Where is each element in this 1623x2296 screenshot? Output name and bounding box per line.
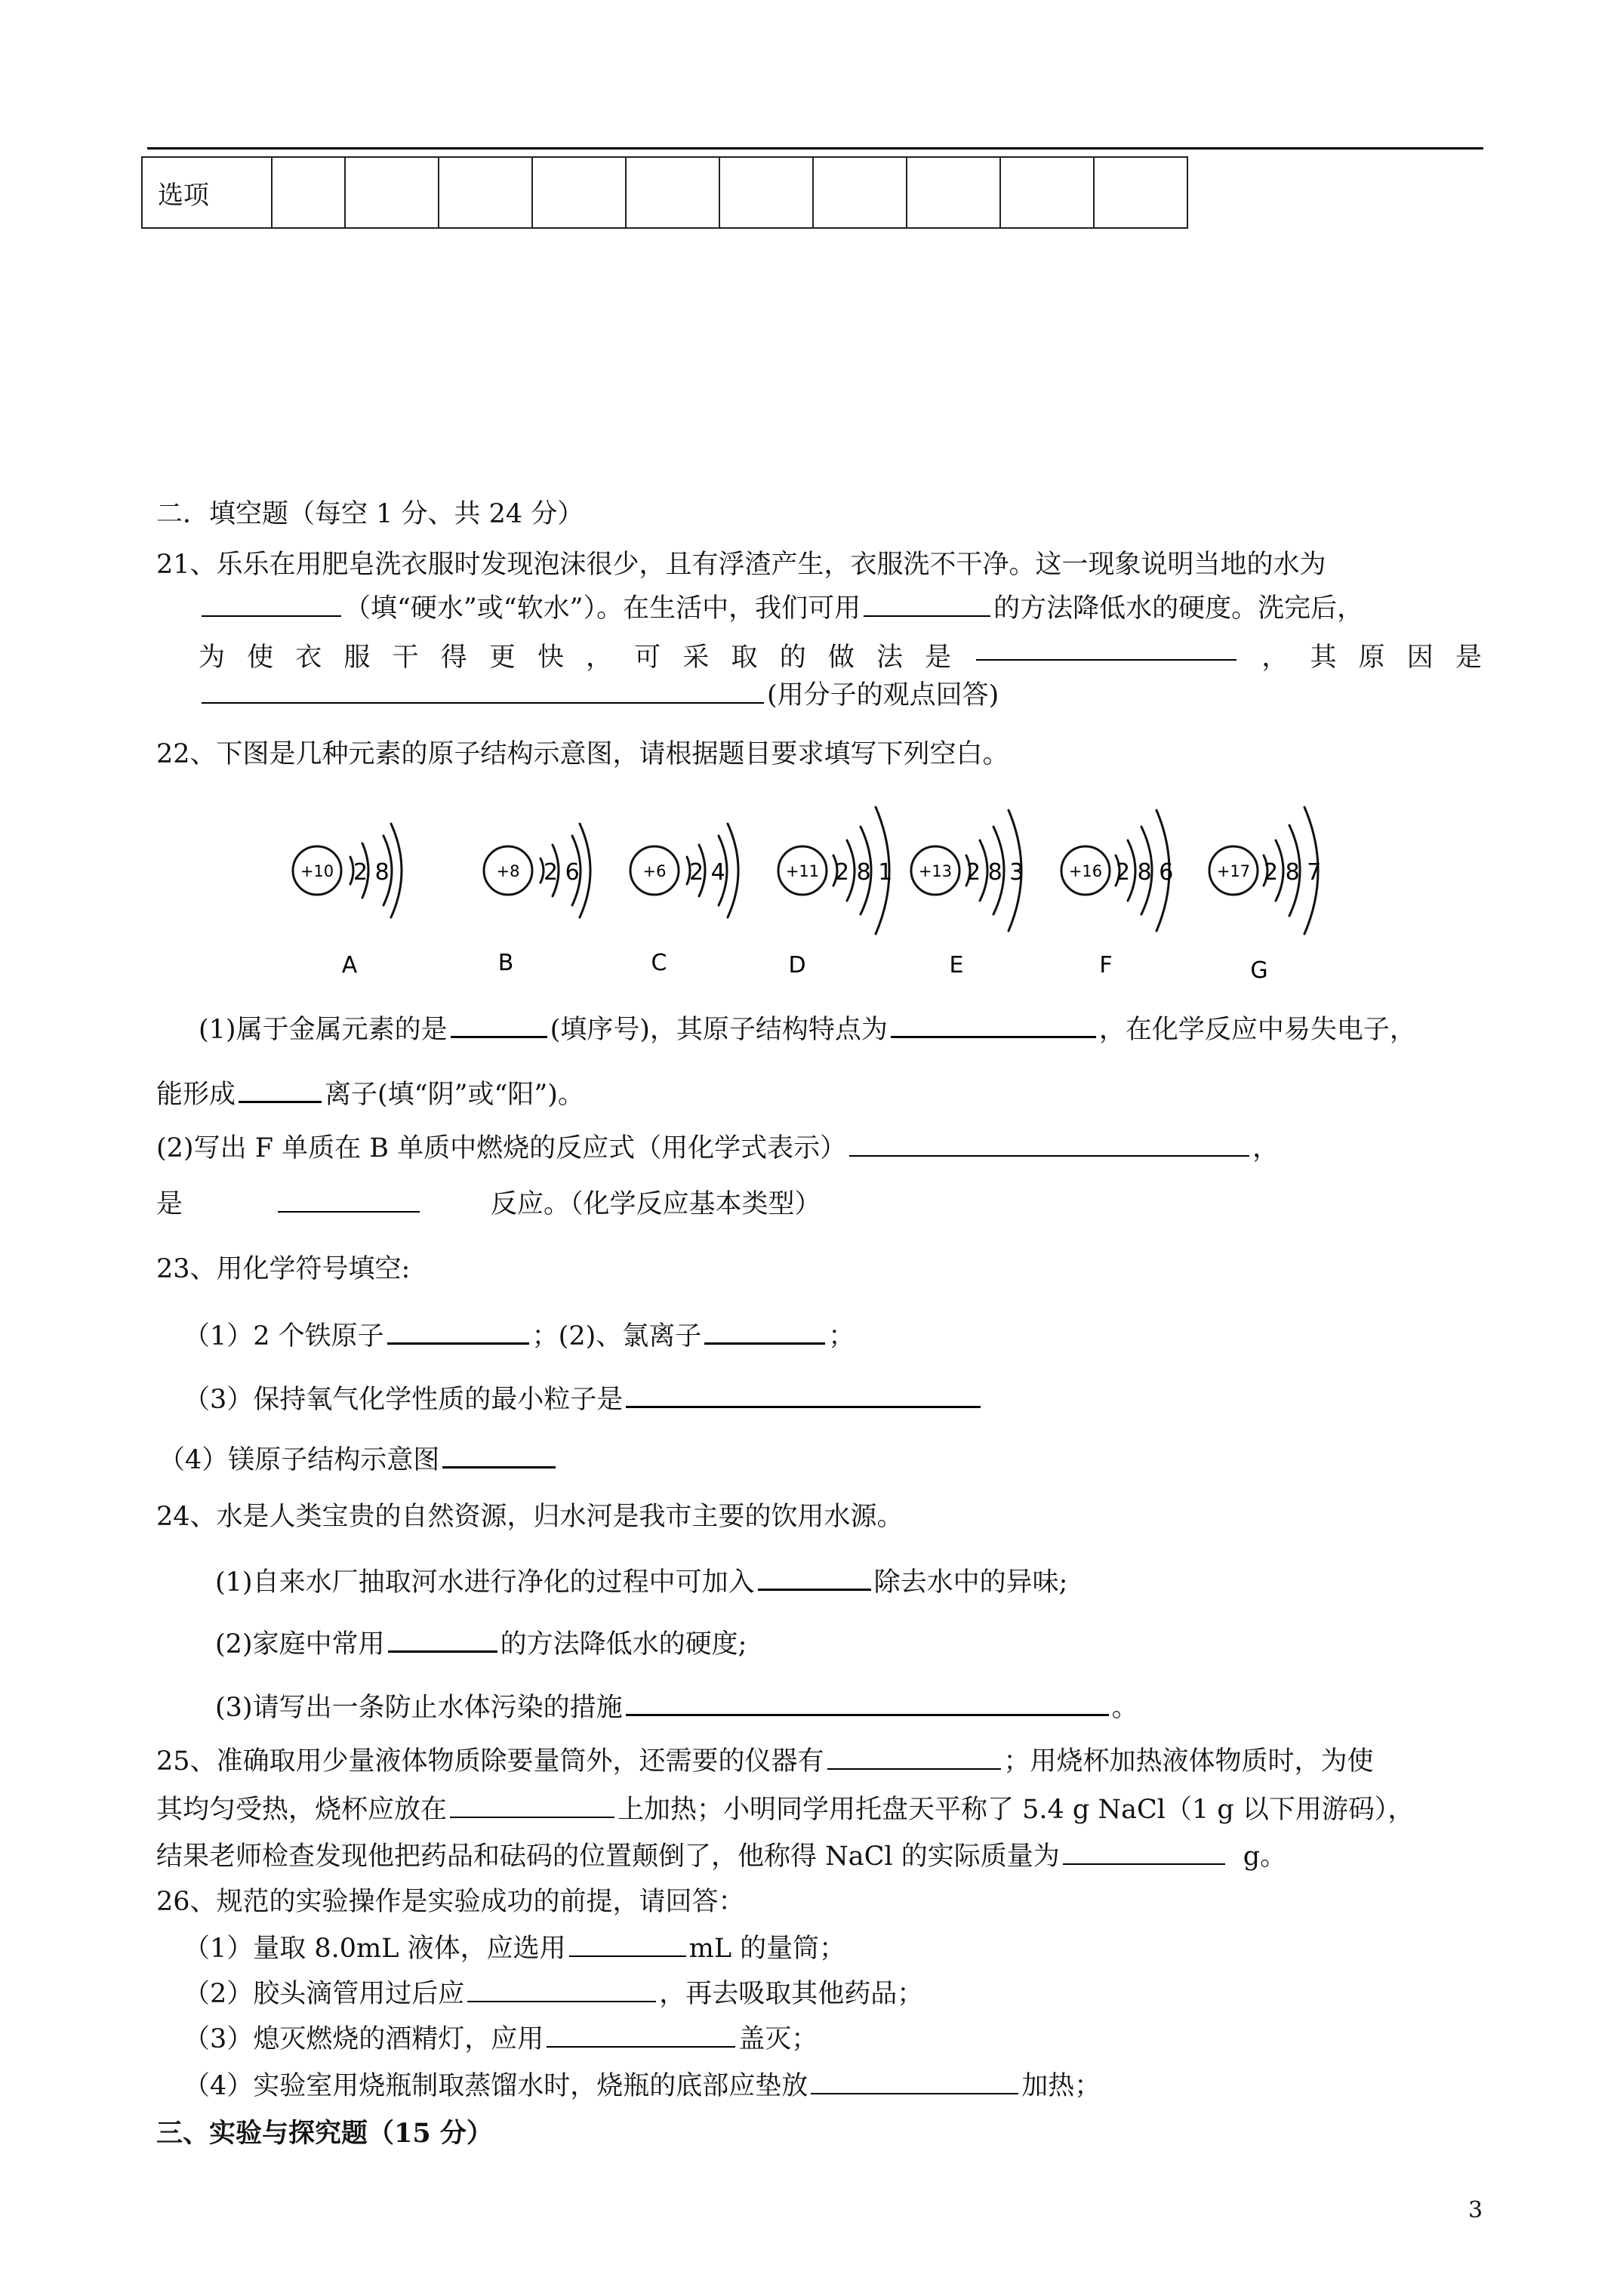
atom-d-label: D [788,952,806,978]
answer-table-label: 选项 [142,157,272,228]
q25-blank-instrument[interactable] [827,1746,1001,1770]
q21-blank-drying-method[interactable] [976,636,1236,661]
atom-structure-diagrams [279,797,1351,985]
atom-f-nucleus: +16 [1068,862,1103,880]
answer-cell[interactable] [626,157,719,228]
q23-blank-chloride-ion[interactable] [704,1320,825,1345]
atom-c-shells: 2 4 [689,859,725,886]
atom-e-shells: 2 8 3 [966,859,1024,886]
answer-table [141,156,1188,229]
atom-a-nucleus: +10 [300,862,334,880]
q26-blank-dropper-action[interactable] [467,1978,656,2002]
q24-blank-odor-removal[interactable] [758,1566,871,1591]
q25-line2: 其均匀受热，烧杯应放在 上加热；小明同学用托盘天平称了 5.4 g NaCl（1 g 以下用游码）， [156,1795,1415,1825]
atom-d-nucleus: +11 [785,862,820,880]
q26-blank-cylinder-size[interactable] [569,1933,686,1957]
q24-part1: (1)自来水厂抽取河水进行净化的过程中可加入 除去水中的异味; [215,1567,1068,1598]
q22-blank-metal-elements[interactable] [451,1013,547,1038]
atom-a-label: A [341,952,358,978]
q22-part1-line1: (1)属于金属元素的是 (填序号)，其原子结构特点为 ，在化学反应中易失电子， [199,1015,1416,1045]
q26-blank-extinguish-tool[interactable] [547,2023,735,2048]
q23-part3: （3）保持氧气化学性质的最小粒子是 [183,1383,984,1416]
atom-b-nucleus: +8 [496,862,520,880]
q21-blank-softening-method[interactable] [864,593,990,617]
q26-part3: （3）熄灭燃烧的酒精灯，应用 盖灭； [183,2024,818,2054]
answer-cell[interactable] [719,157,813,228]
q25-line3: 结果老师检查发现他把药品和砝码的位置颠倒了，他称得 NaCl 的实际质量为 g。 [156,1841,1287,1872]
atom-b-label: B [497,950,514,976]
header-rule [147,147,1483,149]
answer-cell[interactable] [532,157,626,228]
q24-blank-pollution-measure[interactable] [626,1691,1109,1716]
q22-intro: 22、下图是几种元素的原子结构示意图，请根据题目要求填写下列空白。 [156,739,1009,769]
atom-e-label: E [949,952,964,978]
answer-cell[interactable] [1094,157,1187,228]
q22-blank-reaction-type[interactable] [278,1188,420,1213]
q21-blank-water-type[interactable] [202,593,341,617]
q21-line1: 21、乐乐在用肥皂洗衣服时发现泡沫很少，且有浮渣产生，衣服洗不干净。这一现象说明当地的水为 [156,550,1326,580]
page-number: 3 [1468,2197,1483,2224]
q22-part1-line2: 能形成 离子(填“阴”或“阳”)。 [156,1080,584,1110]
q23-blank-iron-atoms[interactable] [387,1320,529,1345]
atom-b-shells: 2 6 [544,859,580,886]
atom-d-shells: 2 8 1 [835,859,893,886]
answer-cell[interactable] [272,157,345,228]
q23-intro: 23、用化学符号填空: [156,1254,411,1284]
answer-cell[interactable] [907,157,1000,228]
answer-cell[interactable] [813,157,907,228]
q24-blank-home-softening[interactable] [388,1628,497,1653]
answer-cell[interactable] [1000,157,1094,228]
atom-g-nucleus: +17 [1216,862,1251,880]
q22-blank-structure-feature[interactable] [891,1013,1096,1038]
q26-part1: （1）量取 8.0mL 液体，应选用 mL 的量筒； [183,1934,846,1964]
q25-blank-heating-surface[interactable] [450,1794,614,1818]
atom-c-nucleus: +6 [642,862,667,880]
atom-e-nucleus: +13 [918,862,953,880]
q23-blank-magnesium-diagram[interactable] [442,1444,556,1469]
q22-blank-ion-type[interactable] [239,1078,322,1103]
q25-blank-actual-mass[interactable] [1063,1841,1225,1865]
q24-intro: 24、水是人类宝贵的自然资源，归水河是我市主要的饮用水源。 [156,1502,904,1532]
q24-part3: (3)请写出一条防止水体污染的措施 。 [215,1693,1138,1723]
q22-blank-reaction-equation[interactable] [849,1133,1249,1157]
atom-a-shells: 2 8 [353,859,390,886]
q24-part2: (2)家庭中常用 的方法降低水的硬度; [215,1629,747,1660]
answer-cell[interactable] [345,157,439,228]
answer-cell[interactable] [439,157,532,228]
q23-part4: （4）镁原子结构示意图 [159,1444,559,1476]
q26-part4: （4）实验室用烧瓶制取蒸馏水时，烧瓶的底部应垫放 加热； [183,2071,1101,2101]
section3-title: 三、实验与探究题（15 分） [156,2118,493,2149]
q22-part2-line1: (2)写出 F 单质在 B 单质中燃烧的反应式（用化学式表示） ， [156,1133,1280,1163]
q21-line2: （填“硬水”或“软水”）。在生活中，我们可用 的方法降低水的硬度。洗完后， [199,593,1363,624]
q26-blank-flask-pad[interactable] [811,2070,1018,2094]
q22-part2-line2: 是 反应。（化学反应基本类型） [156,1189,821,1219]
q23-blank-oxygen-particle[interactable] [626,1383,981,1408]
q21-line4: (用分子的观点回答) [199,680,999,711]
atom-f-label: F [1099,952,1113,978]
q26-intro: 26、规范的实验操作是实验成功的前提，请回答： [156,1887,745,1917]
atom-f-shells: 2 8 6 [1116,859,1174,886]
atom-g-label: G [1250,957,1268,984]
section2-title: 二．填空题（每空 1 分、共 24 分） [156,499,584,529]
q25-line1: 25、准确取用少量液体物质除要量筒外，还需要的仪器有 ；用烧杯加热液体物质时，为使 [156,1746,1374,1777]
q21-blank-reason[interactable] [202,680,764,704]
q21-line3: 为 使 衣 服 干 得 更 快 ， 可 采 取 的 做 法 是 ， 其 原 因 是 [199,636,1482,674]
q23-part1: （1）2 个铁原子 ；(2)、氯离子 ； [183,1321,855,1351]
q26-part2: （2）胶头滴管用过后应 ，再去吸取其他药品； [183,1979,924,2009]
atom-c-label: C [651,950,667,976]
atom-g-shells: 2 8 7 [1264,859,1322,886]
